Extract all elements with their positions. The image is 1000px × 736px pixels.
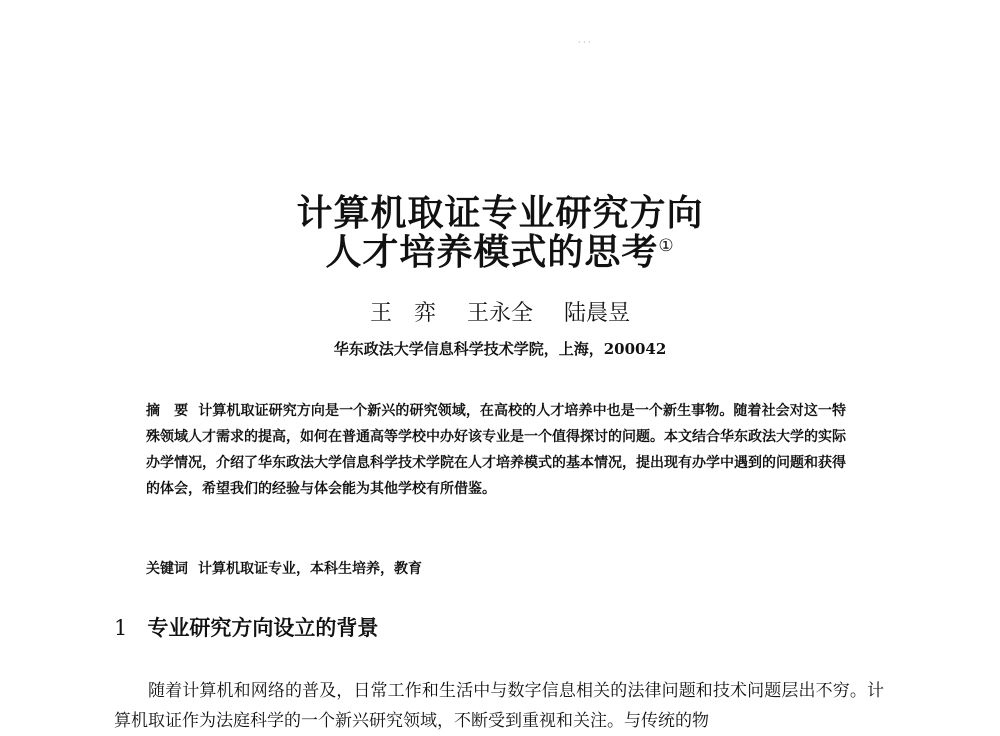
paper-title-line-2 — [0, 232, 1000, 274]
section-number: 1 — [114, 616, 128, 640]
author-name: 王永全 — [466, 301, 533, 326]
title-footnote-mark: ① — [658, 236, 675, 256]
paper-title-line-2-text: 人才培养模式的思考 — [325, 232, 659, 273]
abstract-label: 摘 要 — [146, 403, 189, 419]
keywords-text: 计算机取证专业，本科生培养，教育 — [198, 561, 422, 577]
abstract-text: 计算机取证研究方向是一个新兴的研究领域，在高校的人才培养中也是一个新生事物。随着社会对这一特殊领域人才需求的提高，如何在普通高等学校中办好该专业是一个值得探讨的问题。本文结合华东政法大学的实际办学情况，介绍了华东政法大学信息科学技术学院在人才培养模式的基本情况，提出现有办学中遇到的问题和获得的体会，希望我们的经验与体会能为其他学校有所借鉴。 — [146, 403, 846, 497]
affiliation: 华东政法大学信息科学技术学院，上海，200042 — [333, 340, 667, 358]
body-paragraph: 随着计算机和网络的普及，日常工作和生活中与数字信息相关的法律问题和技术问题层出不穷。计算机取证作为法庭科学的一个新兴研究领域，不断受到重视和关注。与传统的物 — [114, 681, 884, 731]
keywords-label: 关键词 — [146, 561, 188, 577]
keywords — [146, 558, 846, 580]
section-heading — [114, 614, 378, 642]
author-name: 陆晨昱 — [564, 301, 631, 326]
paper-title-line-1: 计算机取证专业研究方向 — [296, 193, 704, 234]
scan-artifact-dots: · · · — [578, 38, 591, 47]
author-list — [0, 300, 1000, 328]
section-title: 专业研究方向设立的背景 — [147, 616, 379, 640]
author-name: 王 弈 — [369, 301, 436, 326]
abstract — [146, 398, 846, 502]
